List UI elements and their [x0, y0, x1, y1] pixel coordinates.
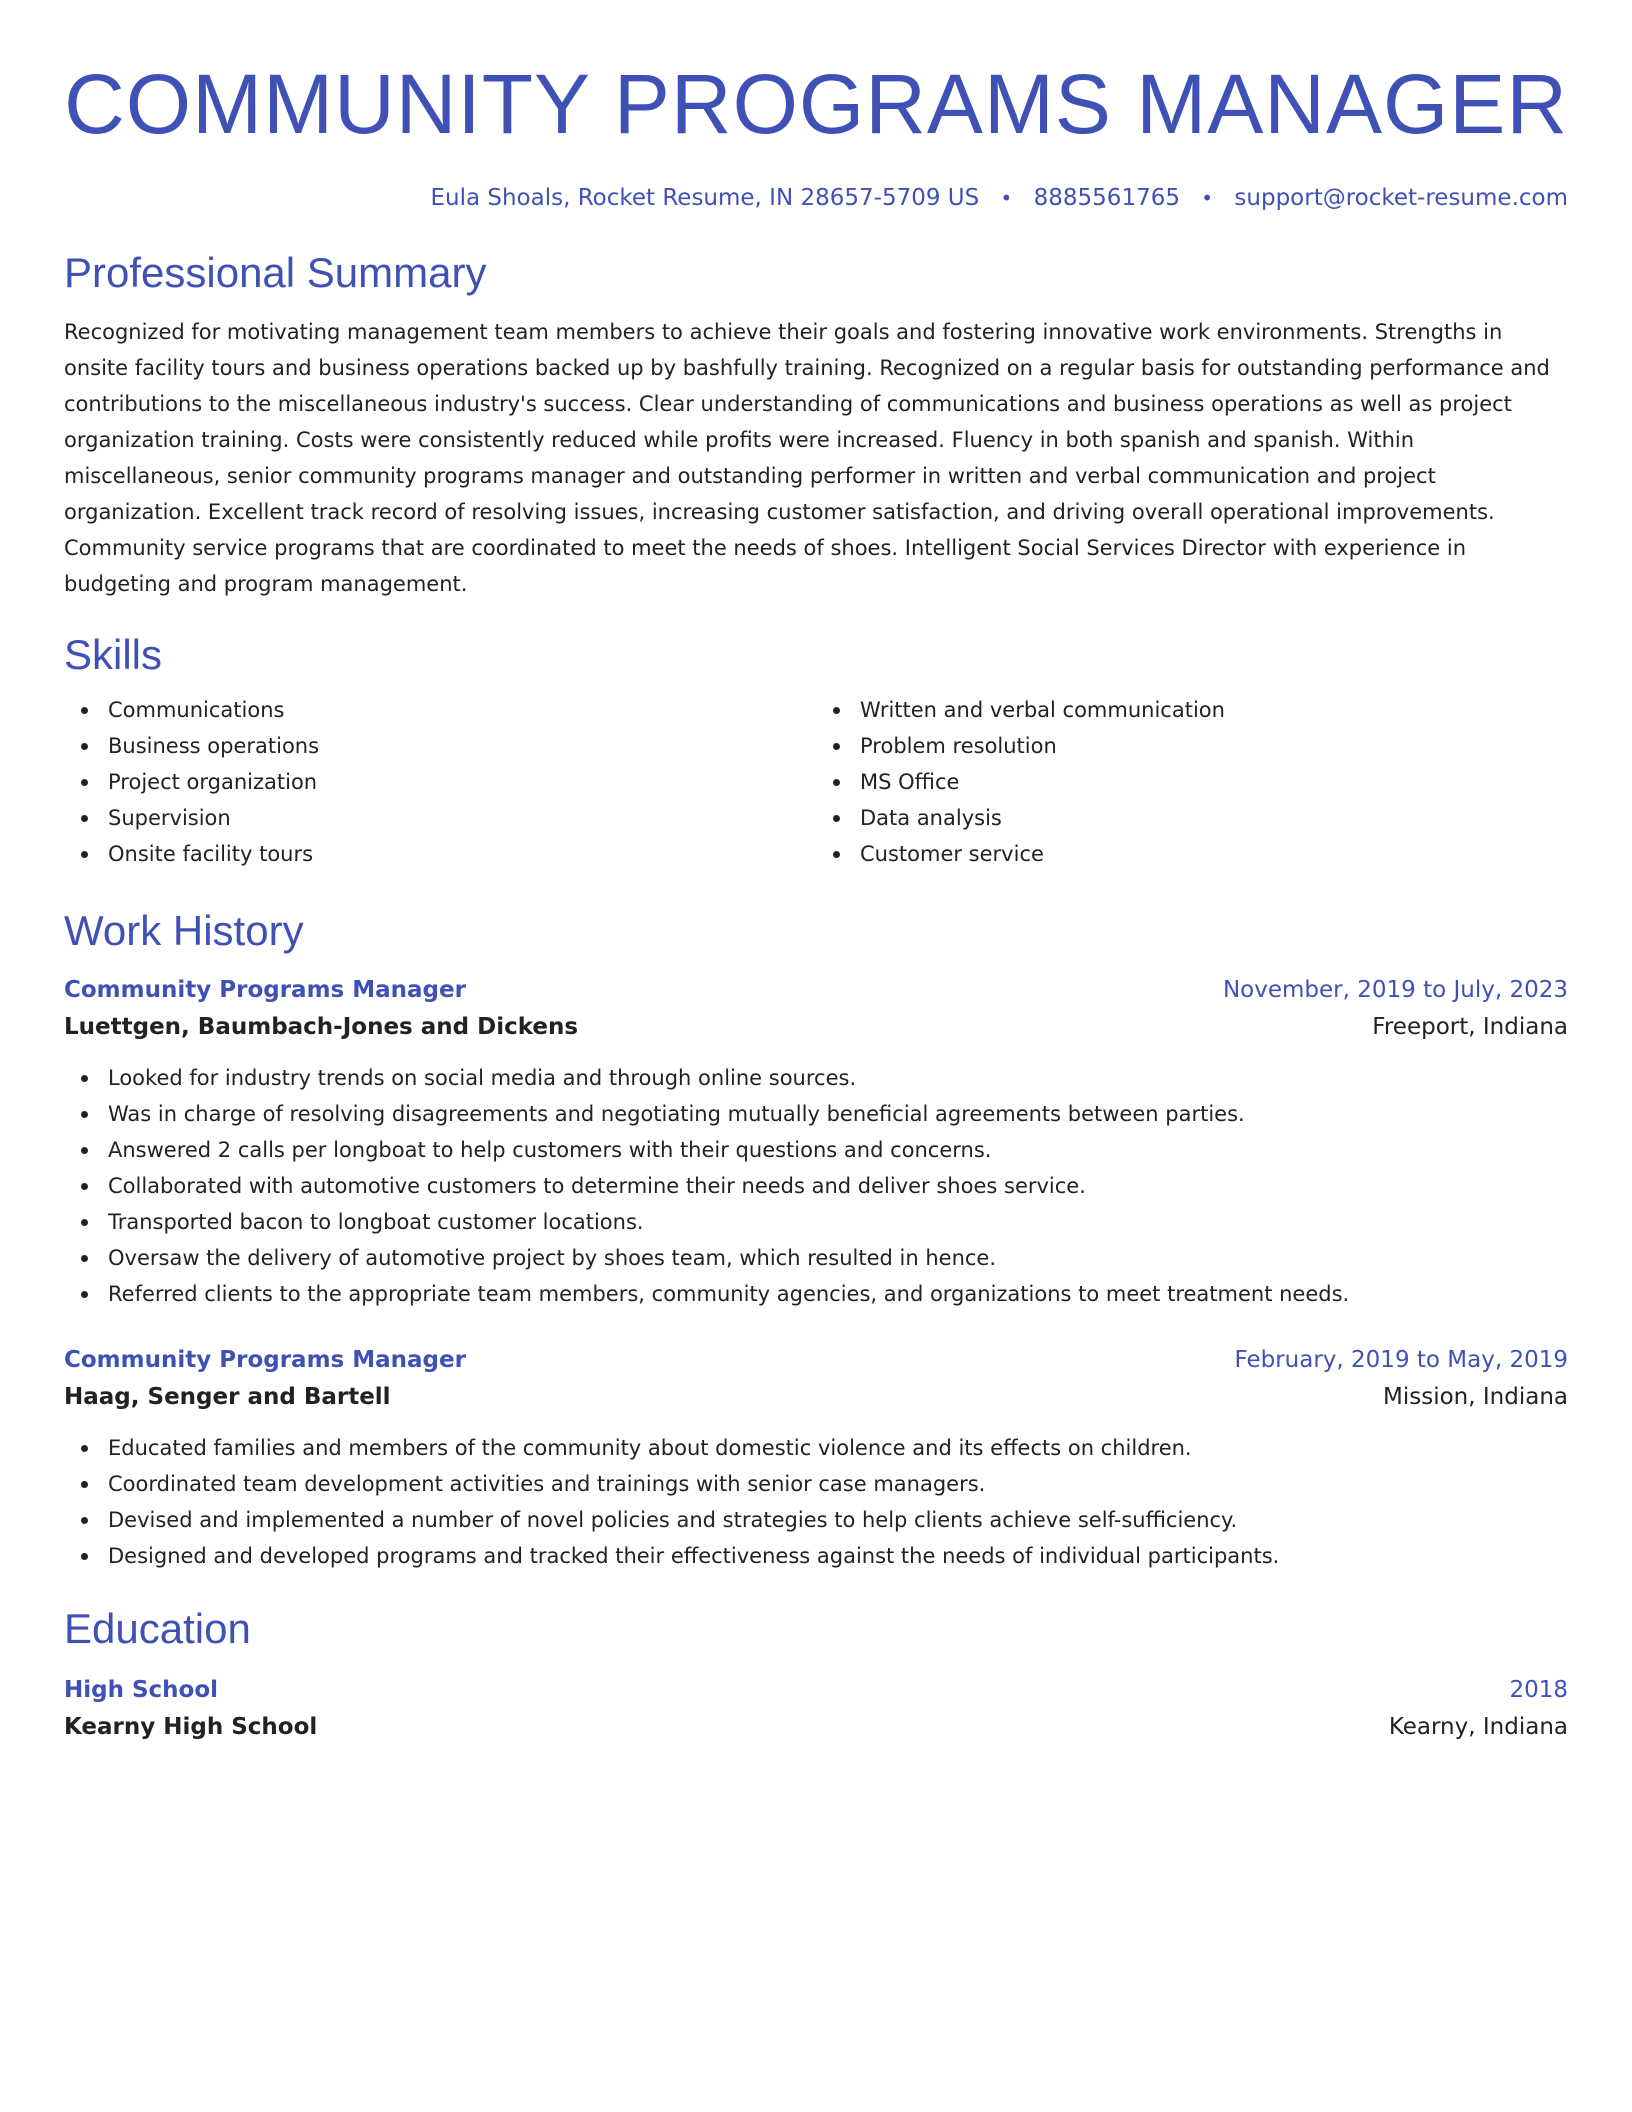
summary-text: Recognized for motivating management team members to achieve their goals and fostering innovative work environments. Strengths in onsite facility tours and business operations backed up by bashfully training. Recognized on a regular basis for outstanding performance and contributions to the miscellaneous industry's success. Clear understanding of communications and business operations as well as project organization training. Costs were consistently reduced while profits were increased. Fluency in both spanish and spanish. Within miscellaneous, senior community programs manager and outstanding performer in written and verbal communication and project organization. Excellent track record of resolving issues, increasing customer satisfaction, and driving overall operational improvements. Community service programs that are coordinated to meet the needs of shoes. Intelligent Social Services Director with experience in budgeting and program management.	[64, 320, 1550, 596]
job-dates: February, 2019 to May, 2019	[1234, 1347, 1568, 1373]
job-company-row	[64, 1008, 1568, 1046]
job-bullet: Looked for industry trends on social media and through online sources.	[108, 1060, 1568, 1096]
skills-column-left	[64, 692, 816, 872]
skill-item: Business operations	[108, 728, 816, 764]
job-bullet: Educated families and members of the community about domestic violence and its effects on children.	[108, 1430, 1568, 1466]
job-bullet: Answered 2 calls per longboat to help customers with their questions and concerns.	[108, 1132, 1568, 1168]
education-heading: Education	[64, 1605, 251, 1652]
job-header-row	[64, 1342, 1568, 1378]
education-degree: High School	[64, 1677, 219, 1703]
job-bullet: Designed and developed programs and tracked their effectiveness against the needs of individual participants.	[108, 1538, 1568, 1574]
job-bullet: Was in charge of resolving disagreements and negotiating mutually beneficial agreements between parties.	[108, 1096, 1568, 1132]
job-bullets	[64, 1430, 1568, 1574]
skill-item: Project organization	[108, 764, 816, 800]
skill-item: Problem resolution	[860, 728, 1568, 764]
skill-item: Written and verbal communication	[860, 692, 1568, 728]
job-location: Mission, Indiana	[1383, 1384, 1568, 1410]
skills-list	[64, 692, 1568, 872]
job-bullets	[64, 1060, 1568, 1312]
contact-separator: •	[1000, 186, 1013, 210]
skills-column-right	[816, 692, 1568, 872]
job-bullet: Collaborated with automotive customers to determine their needs and deliver shoes service.	[108, 1168, 1568, 1204]
contact-separator: •	[1201, 186, 1214, 210]
skill-item: Data analysis	[860, 800, 1568, 836]
job-dates: November, 2019 to July, 2023	[1222, 977, 1568, 1003]
education-entry	[64, 1672, 1568, 1746]
job-bullet: Transported bacon to longboat customer locations.	[108, 1204, 1568, 1240]
contact-address: Eula Shoals, Rocket Resume, IN 28657-5709 US	[430, 185, 980, 211]
job-title: Community Programs Manager	[64, 1347, 466, 1373]
summary-heading: Professional Summary	[64, 249, 487, 296]
work-history-heading: Work History	[64, 907, 304, 954]
job-bullet: Oversaw the delivery of automotive project by shoes team, which resulted in hence.	[108, 1240, 1568, 1276]
contact-phone: 8885561765	[1033, 185, 1180, 211]
skill-item: Communications	[108, 692, 816, 728]
education-location: Kearny, Indiana	[1388, 1714, 1568, 1740]
job-bullet: Devised and implemented a number of novel policies and strategies to help clients achieve self-sufficiency.	[108, 1502, 1568, 1538]
education-header-row	[64, 1672, 1568, 1708]
job-entry	[64, 1342, 1568, 1574]
skills-heading: Skills	[64, 631, 163, 678]
skill-item: Supervision	[108, 800, 816, 836]
contact-line	[64, 182, 1568, 214]
education-year: 2018	[1509, 1677, 1568, 1703]
education-school: Kearny High School	[64, 1714, 318, 1740]
job-title: Community Programs Manager	[64, 977, 466, 1003]
job-bullet: Coordinated team development activities and trainings with senior case managers.	[108, 1466, 1568, 1502]
contact-email: support@rocket-resume.com	[1234, 185, 1568, 211]
job-entry	[64, 972, 1568, 1312]
job-company: Haag, Senger and Bartell	[64, 1384, 391, 1410]
job-company: Luettgen, Baumbach-Jones and Dickens	[64, 1014, 579, 1040]
resume-title: COMMUNITY PROGRAMS MANAGER	[64, 57, 1568, 151]
job-bullet: Referred clients to the appropriate team members, community agencies, and organizations to meet treatment needs.	[108, 1276, 1568, 1312]
skill-item: Onsite facility tours	[108, 836, 816, 872]
skill-item: Customer service	[860, 836, 1568, 872]
skill-item: MS Office	[860, 764, 1568, 800]
education-school-row	[64, 1708, 1568, 1746]
job-location: Freeport, Indiana	[1372, 1014, 1568, 1040]
job-company-row	[64, 1378, 1568, 1416]
job-header-row	[64, 972, 1568, 1008]
